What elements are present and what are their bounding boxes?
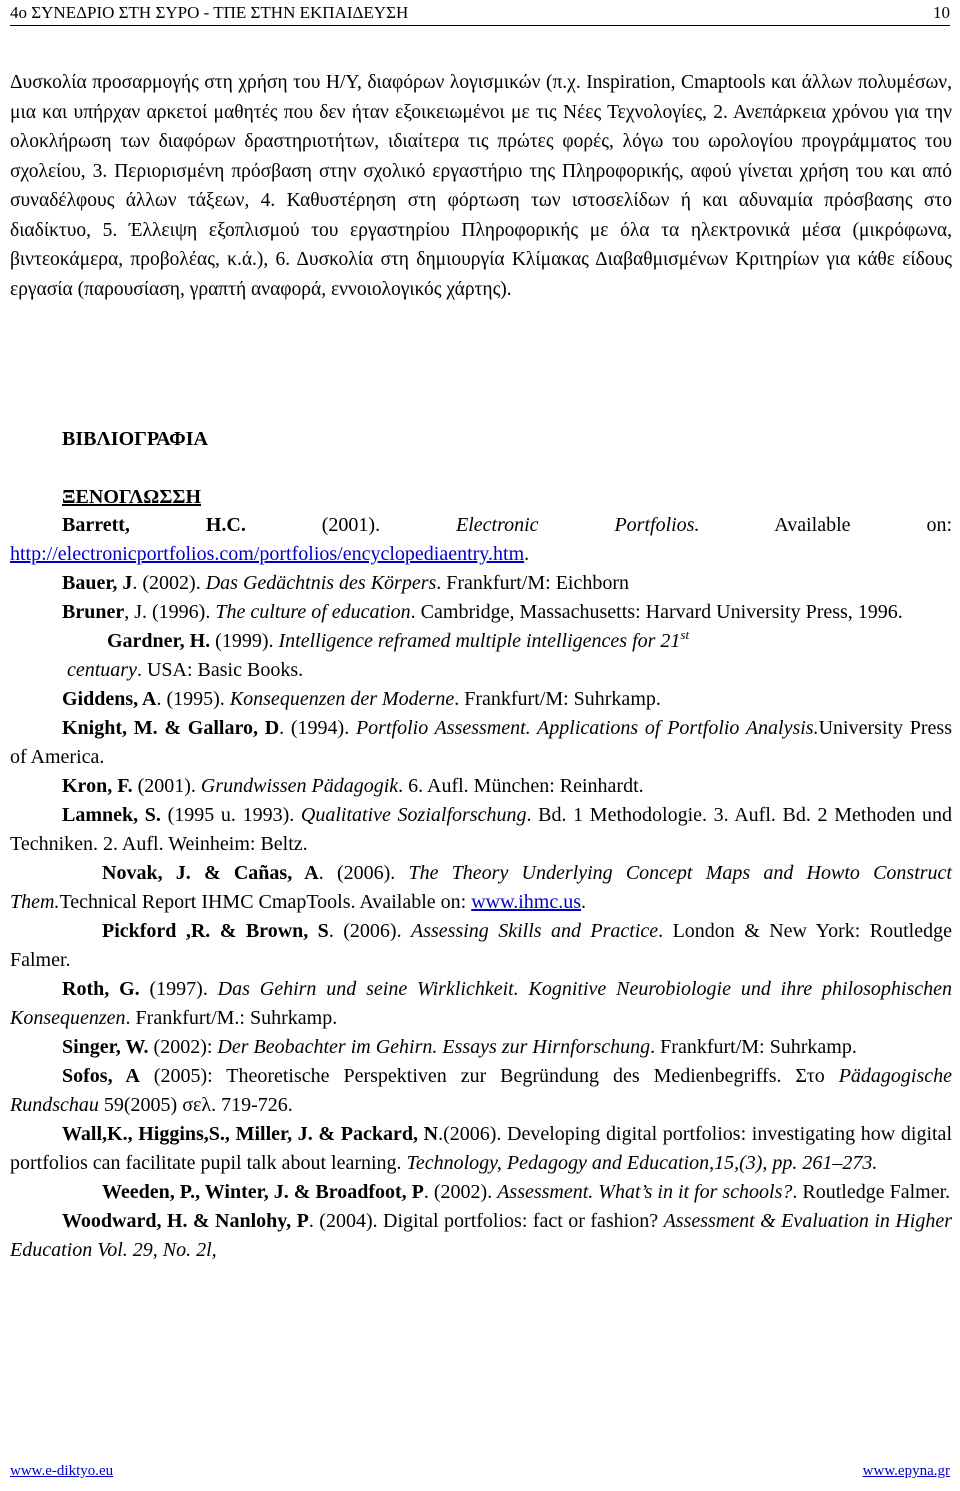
reference-title: Assessing Skills and Practice	[411, 920, 659, 942]
reference-author: Weeden, P., Winter, J. & Broadfoot, P	[102, 1181, 424, 1203]
reference-author: Novak, J. & Cañas, A	[102, 862, 319, 884]
reference-item: Barrett, H.C. (2001). Electronic Portfolios. Available on: http://electronicportfolios.com/portfolios/encyclopediaentry.htm.	[10, 514, 952, 565]
reference-item: Sofos, A (2005): Theoretische Perspektiven zur Begründung des Medienbegriffs. Στο Pädagogische Rundschau 59(2005) σελ. 719-726.	[10, 1065, 952, 1116]
reference-title: Intelligence reframed multiple intelligences for 21	[278, 630, 681, 652]
reference-item: Novak, J. & Cañas, A. (2006). The Theory Underlying Concept Maps and Howto Construct Them.Technical Report IHMC CmapTools. Available on: www.ihmc.us.	[10, 862, 952, 913]
reference-title: Assessment. What’s in it for schools?	[497, 1181, 793, 1203]
bibliography-heading: ΒΙΒΛΙΟΓΡΑΦΙΑ	[62, 428, 208, 450]
reference-item: Giddens, A. (1995). Konsequenzen der Moderne. Frankfurt/M: Suhrkamp.	[62, 688, 661, 710]
reference-title: Assessment & Evaluation in Higher Education Vol. 29, No. 2l,	[10, 1210, 952, 1261]
reference-item: Woodward, H. & Nanlohy, P. (2004). Digital portfolios: fact or fashion? Assessment & Evaluation in Higher Education Vol. 29, No. 2l,	[10, 1210, 952, 1261]
reference-title: Grundwissen Pädagogik	[200, 775, 399, 797]
reference-author: Sofos, A	[62, 1065, 140, 1087]
reference-title: Das Gedächtnis des Körpers	[205, 572, 437, 594]
reference-author: Kron, F.	[62, 775, 133, 797]
reference-author: Singer, W.	[62, 1036, 149, 1058]
reference-author: Barrett, H.C.	[62, 514, 246, 536]
reference-author: Wall,K., Higgins,S., Miller, J. & Packard, N	[62, 1123, 439, 1145]
reference-author: Pickford ,R. & Brown, S	[102, 920, 329, 942]
header-title: 4ο ΣΥΝΕΔΡΙΟ ΣΤΗ ΣΥΡΟ - ΤΠΕ ΣΤΗΝ ΕΚΠΑΙΔΕΥΣΗ	[10, 3, 409, 22]
reference-item: Gardner, H. (1999). Intelligence reframed multiple intelligences for 21st centuary. USA: Basic Books.	[62, 627, 690, 681]
reference-author: Bauer, J	[62, 572, 133, 594]
page-header	[10, 3, 950, 26]
reference-item: Kron, F. (2001). Grundwissen Pädagogik. 6. Aufl. München: Reinhardt.	[62, 775, 644, 797]
intro-paragraph: Δυσκολία προσαρμογής στη χρήση του Η/Υ, διαφόρων λογισμικών (π.χ. Inspiration, Cmaptools και άλλων πολυμέσων, μια και υπήρχαν αρκετοί μαθητές που δεν ήταν εξοικειωμένοι με τις Νέες Τεχνολογίες, 2. Ανεπάρκεια χρόνου για την ολοκλήρωση των διαφόρων δραστηριοτήτων, ιδιαίτερα τις πρώτες φορές, λόγω του ωρολογίου προγράμματος του σχολείου, 3. Περιορισμένη πρόσβαση στην σχολικό εργαστήριο της Πληροφορικής, αφού γίνεται χρήση του και από συναδέλφους άλλων τάξεων, 4. Καθυστέρηση στη φόρτωση των ιστοσελίδων ή και αδυναμία πρόσβασης στο διαδίκτυο, 5. Έλλειψη εξοπλισμού του εργαστηρίου Πληροφορικής με όλα τα ηλεκτρονικά μέσα (μικρόφωνα, βιντεοκάμερα, προβολέας, κ.ά.), 6. Δυσκολία στη δημιουργία Κλίμακας Διαβαθμισμένων Κριτηρίων για κάθε είδους εργασία (παρουσίαση, γραπτή αναφορά, εννοιολογικός χάρτης).	[10, 72, 952, 300]
reference-author: Lamnek, S.	[62, 804, 161, 826]
reference-list	[10, 511, 952, 1265]
footer-link-epyna[interactable]: www.epyna.gr	[862, 1463, 950, 1479]
reference-item: Bauer, J. (2002). Das Gedächtnis des Körpers. Frankfurt/M: Eichborn	[62, 572, 630, 594]
reference-item: Singer, W. (2002): Der Beobachter im Gehirn. Essays zur Hirnforschung. Frankfurt/M: Suhrkamp.	[62, 1036, 857, 1058]
reference-link[interactable]: www.ihmc.us	[471, 891, 582, 913]
reference-author: Woodward, H. & Nanlohy, P	[62, 1210, 309, 1232]
reference-author: Roth, G.	[62, 978, 140, 1000]
reference-title: Das Gehirn und seine Wirklichkeit. Kognitive Neurobiologie und ihre philosophischen Konsequenzen	[10, 978, 952, 1029]
reference-item: Wall,K., Higgins,S., Miller, J. & Packard, N.(2006). Developing digital portfolios: investigating how digital portfolios can facilitate pupil talk about learning. Technology, Pedagogy and Education,15,(3), pp. 261–273.	[10, 1123, 952, 1174]
reference-title: Portfolio Assessment. Applications of Portfolio Analysis.	[355, 717, 819, 739]
bibliography-subheading: ΞΕΝΟΓΛΩΣΣΗ	[62, 486, 202, 508]
reference-title: Der Beobachter im Gehirn. Essays zur Hirnforschung	[217, 1036, 651, 1058]
reference-title: The Theory Underlying Concept Maps and Howto Construct Them.	[10, 862, 952, 913]
reference-item: Weeden, P., Winter, J. & Broadfoot, P. (2002). Assessment. What’s in it for schools?. Routledge Falmer.	[102, 1181, 951, 1203]
reference-link[interactable]: http://electronicportfolios.com/portfolios/encyclopediaentry.htm	[10, 543, 525, 565]
reference-author: Giddens, A	[62, 688, 157, 710]
reference-item: Roth, G. (1997). Das Gehirn und seine Wirklichkeit. Kognitive Neurobiologie und ihre philosophischen Konsequenzen. Frankfurt/M.: Suhrkamp.	[10, 978, 952, 1029]
reference-item: Knight, M. & Gallaro, D. (1994). Portfolio Assessment. Applications of Portfolio Analysis.University Press of America.	[10, 717, 952, 768]
reference-title: Pädagogische Rundschau	[10, 1065, 952, 1116]
reference-item: Pickford ,R. & Brown, S. (2006). Assessing Skills and Practice. London & New York: Routledge Falmer.	[10, 920, 952, 971]
reference-author: Bruner	[62, 601, 125, 623]
page-number: 10	[933, 3, 950, 22]
reference-author: Gardner, H.	[107, 630, 211, 652]
reference-title: Electronic Portfolios.	[455, 514, 700, 536]
reference-item: Lamnek, S. (1995 u. 1993). Qualitative Sozialforschung. Bd. 1 Methodologie. 3. Aufl. Bd. 2 Methoden und Techniken. 2. Aufl. Weinheim: Beltz.	[10, 804, 952, 855]
reference-title: Konsequenzen der Moderne	[229, 688, 455, 710]
reference-author: Knight, M. & Gallaro, D	[62, 717, 280, 739]
reference-title: The culture of education	[215, 601, 411, 623]
reference-title: Technology, Pedagogy and Education,15,(3), pp. 261–273.	[406, 1152, 878, 1174]
footer-link-e-diktyo[interactable]: www.e-diktyo.eu	[10, 1463, 114, 1479]
reference-item: Bruner, J. (1996). The culture of education. Cambridge, Massachusetts: Harvard University Press, 1996.	[62, 601, 903, 623]
reference-title: Qualitative Sozialforschung	[300, 804, 527, 826]
